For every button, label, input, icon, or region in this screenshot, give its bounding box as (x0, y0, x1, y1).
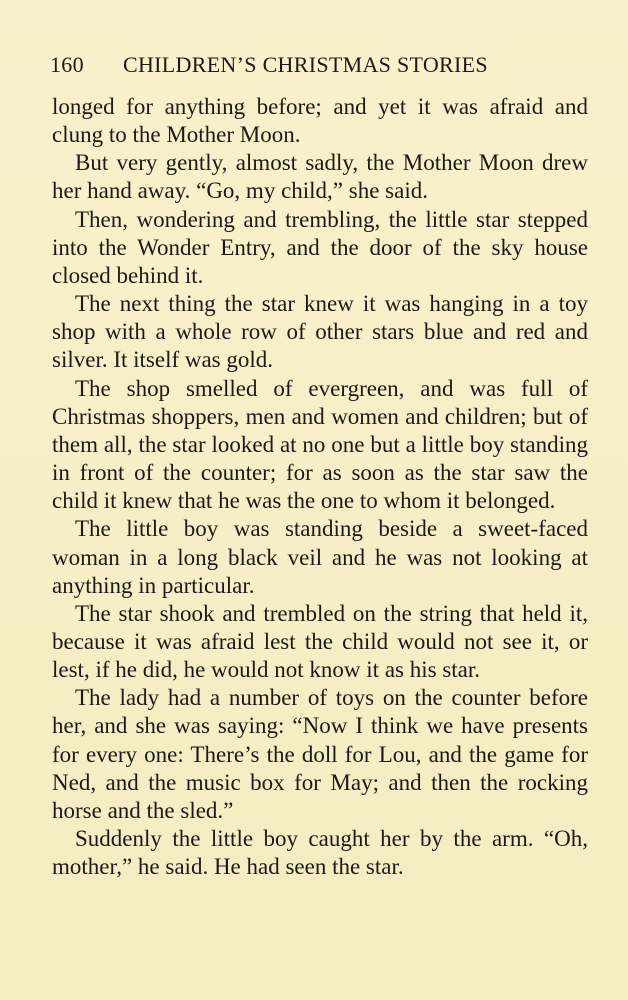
paragraph: The star shook and trembled on the string that held it, because it was afraid lest the child would not see it, or lest, if he did, he would not know it as his star. (52, 600, 588, 683)
paragraph: The little boy was standing beside a sweet-faced woman in a long black veil and he was not looking at anything in particular. (52, 516, 588, 598)
page-number: 160 (50, 52, 84, 77)
paragraph: Suddenly the little boy caught her by the arm. “Oh, mother,” he said. He had seen the star. (52, 826, 588, 880)
paragraph: The shop smelled of evergreen, and was full of Christmas shoppers, men and women and children; but of them all, the star looked at no one but a little boy standing in front of the counter; for as soon as the star saw the child it knew that he was the one to whom it belonged. (52, 375, 588, 514)
paragraph-continuation: longed for anything before; and yet it was afraid and clung to the Mother Moon. (52, 94, 588, 148)
paragraph: The lady had a number of toys on the counter before her, and she was saying: “Now I think we have presents for every one: There’s the doll for Lou, and the game for Ned, and the music box for May; and then the rocking horse and the sled.” (52, 685, 588, 823)
paragraph: Then, wondering and trembling, the little star stepped into the Wonder Entry, and the door of the sky house closed behind it. (52, 206, 588, 288)
body-text (52, 93, 588, 881)
running-title: CHILDREN’S CHRISTMAS STORIES (123, 52, 488, 77)
paragraph: But very gently, almost sadly, the Mother Moon drew her hand away. “Go, my child,” she said. (52, 150, 588, 204)
running-head (50, 52, 590, 86)
paragraph: The next thing the star knew it was hanging in a toy shop with a whole row of other stars blue and red and silver. It itself was gold. (52, 291, 588, 373)
